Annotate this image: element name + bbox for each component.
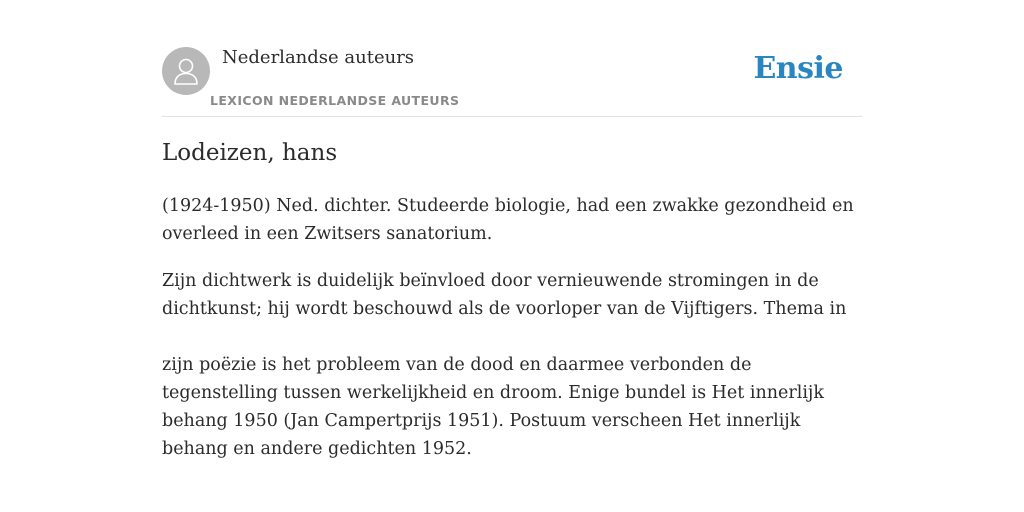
article-paragraph: (1924-1950) Ned. dichter. Studeerde biologie, had een zwakke gezondheid en overleed in een Zwitsers sanatorium. <box>162 196 854 244</box>
source-name-link[interactable]: Nederlandse auteurs <box>222 47 415 68</box>
avatar[interactable] <box>162 47 210 95</box>
user-icon <box>172 56 200 86</box>
article-paragraph: zijn poëzie is het probleem van de dood en daarmee verbonden de tegenstelling tussen werkelijkheid en droom. Enige bundel is Het innerlijk behang 1950 (Jan Campertprijs 1951). Postuum verscheen Het innerlijk behang en andere gedichten 1952. <box>162 355 824 459</box>
header <box>162 44 862 117</box>
page-title: Lodeizen, hans <box>162 140 338 166</box>
source-subtitle: LEXICON NEDERLANDSE AUTEURS <box>210 93 460 108</box>
brand-logo[interactable]: Ensie <box>753 51 843 86</box>
article-paragraph: Zijn dichtwerk is duidelijk beïnvloed door vernieuwende stromingen in de dichtkunst; hij wordt beschouwd als de voorloper van de Vijftigers. Thema in <box>162 271 847 319</box>
